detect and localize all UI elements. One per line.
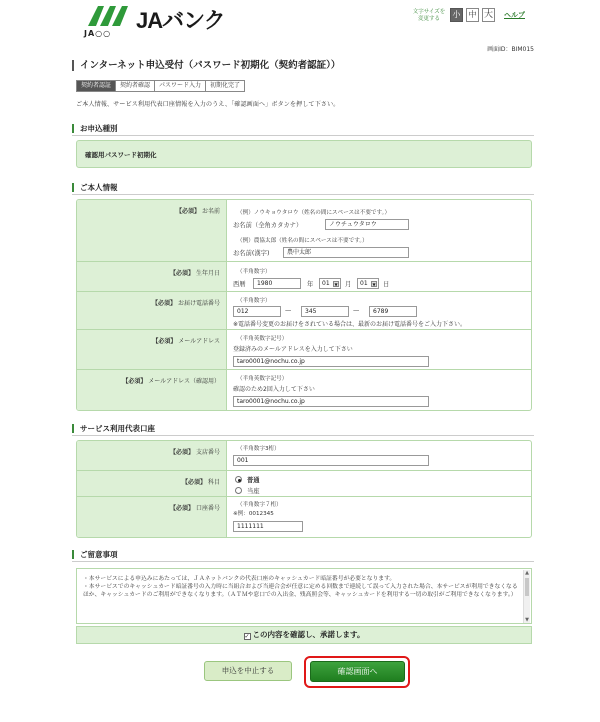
phone-part3-input[interactable]: 6789 [369,306,417,317]
intro-text: ご本人情報、サービス利用代表口座情報を入力のうえ、「確認画面へ」ボタンを押して下さい。 [76,101,340,108]
page-title: インターネット申込受付（パスワード初期化（契約者認証）） [72,60,340,71]
name-kana-input[interactable]: ノウチュウタロウ [325,219,409,230]
name-kanji-hint: （例）農協太郎（姓名の間にスペースは不要です。） [237,238,368,244]
name-kana-label: お名前（全角カタカナ） [233,222,303,229]
required-mark: 【必須】 [182,479,207,486]
name-kana-hint: （例）ノウキョウタロウ（姓名の間にスペースは不要です。） [237,210,391,216]
required-mark: 【必須】 [170,449,195,456]
name-kanji-label: お名前(漢字) [233,250,270,257]
email-desc: 登録済みのメールアドレスを入力して下さい [233,346,353,353]
birth-day-value: 01 [360,280,368,287]
chevron-down-icon: ▼ [372,282,376,287]
step-1: 契約者認証 [76,80,115,92]
page [70,0,534,722]
notes-box[interactable] [76,568,532,624]
required-mark: 【必須】 [176,208,201,215]
divider [72,135,534,136]
birth-label [77,262,227,291]
email-confirm-label [77,370,227,411]
account-number-label-text: 口座番号 [195,505,220,512]
email-confirm-desc: 確認のため2回入力して下さい [233,386,315,393]
account-heading: サービス利用代表口座 [72,424,155,433]
brand-name: JAバンク [136,8,225,33]
agree-checkbox[interactable]: ✓ [244,633,250,640]
font-size-label [410,9,448,23]
branch-input[interactable]: 001 [233,455,429,466]
subject-radio-futsu[interactable] [235,476,242,483]
birth-row [77,261,532,291]
help-link[interactable]: ヘルプ [504,11,525,19]
subject-label-text: 科目 [207,479,220,486]
phone-part1-input[interactable]: 012 [233,306,281,317]
font-size-label-line1: 文字サイズを [412,9,446,15]
required-mark: 【必須】 [152,300,177,307]
branch-label [77,441,227,470]
chevron-down-icon: ▼ [334,282,338,287]
month-unit: 月 [345,281,352,288]
application-type-value: 確認用パスワード初期化 [85,151,157,159]
notes-text [83,575,519,599]
brand-sub: JA○○ [84,29,112,38]
note-line-1: ・本サービスによる申込みにあたっては、ＪＡネットバンクの代表口座のキャッシュカード暗証番号が必要となります。 [83,576,396,582]
name-row [77,200,532,261]
step-3: パスワード入力 [154,80,205,92]
header [70,0,534,40]
account-number-input[interactable]: 1111111 [233,521,303,532]
divider [72,435,534,436]
phone-label [77,292,227,329]
phone-label-text: お届け電話番号 [177,300,220,307]
phone-row [77,291,532,329]
email-input[interactable]: taro0001@nochu.co.jp [233,356,429,367]
subject-opt1: 普通 [247,477,260,484]
agree-text[interactable]: この内容を確認し、承諾します。 [252,630,365,639]
email-confirm-label-text: メールアドレス（確認用） [148,378,220,385]
email-row [77,329,532,369]
phone-dash-2: — [353,307,360,314]
account-number-hint: （半角数字７桁） [237,502,282,508]
email-confirm-input[interactable]: taro0001@nochu.co.jp [233,396,429,407]
birth-month-value: 01 [322,280,330,287]
account-number-row [77,496,532,538]
branch-row [77,441,532,470]
branch-label-text: 支店番号 [195,449,220,456]
screen-id: 画面ID：BIM015 [487,46,534,53]
email-hint: （半角英数字記号） [237,336,288,342]
ja-logo-icon [84,4,130,28]
name-label-text: お名前 [201,208,220,215]
birth-year-input[interactable]: 1980 [253,278,301,289]
account-form [76,440,532,538]
year-unit: 年 [307,281,314,288]
birth-hint: （半角数字） [237,269,271,275]
birth-label-text: 生年月日 [195,270,220,277]
required-mark: 【必須】 [152,338,177,345]
email-label [77,330,227,369]
scroll-down-icon[interactable]: ▼ [525,617,529,623]
note-line-2: ・本サービスでのキャッシュカード暗証番号の入力時に当組合および当連合会が任意に定める回数まで連続して誤って入力された場合、本サービスが利用できなくなるほか、キャッシュカードのご利用ができなくなります。（ＡＴＭや窓口での入出金、残高照会等、キャッシュカードを利用する一切の取引がご利用できなくなります。） [83,584,518,598]
step-4: 初期化完了 [205,80,245,92]
font-size-label-line2: 変更する [417,16,440,22]
subject-label [77,471,227,496]
email-confirm-row [77,369,532,411]
ja-bank-logo[interactable] [84,4,234,38]
birth-era: 西暦 [233,281,246,288]
name-kanji-input[interactable]: 農中太郎 [283,247,409,258]
branch-hint: （半角数字3桁） [237,446,280,452]
step-indicator [76,80,245,92]
required-mark: 【必須】 [122,378,147,385]
divider [72,194,534,195]
phone-hint: （半角数字） [237,298,271,304]
font-large-button[interactable]: 大 [483,10,493,20]
email-label-text: メールアドレス [178,338,220,345]
account-number-label [77,497,227,538]
agree-bar [76,626,532,644]
day-unit: 日 [383,281,390,288]
divider [72,561,534,562]
account-number-example: ※例：0012345 [233,511,274,517]
subject-row [77,470,532,496]
birth-month-select[interactable] [319,278,341,289]
subject-opt2: 当座 [247,488,260,495]
application-type-box [76,140,532,168]
application-type-heading: お申込種別 [72,124,118,133]
font-medium-button[interactable]: 中 [466,8,479,22]
confirm-button[interactable]: 確認画面へ [310,661,405,682]
birth-day-select[interactable] [357,278,379,289]
personal-info-form [76,199,532,411]
scroll-thumb[interactable] [525,578,529,596]
phone-note: ※電話番号変更のお届けをされている場合は、最新のお届け電話番号をご入力下さい。 [233,321,467,328]
personal-info-heading: ご本人情報 [72,183,118,192]
required-mark: 【必須】 [170,270,195,277]
name-label [77,200,227,261]
phone-dash-1: — [285,307,292,314]
notes-scrollbar[interactable] [523,570,530,623]
subject-radio-toza[interactable] [235,487,242,494]
phone-part2-input[interactable]: 345 [301,306,349,317]
step-2: 契約者確認 [115,80,154,92]
notes-heading: ご留意事項 [72,550,118,559]
required-mark: 【必須】 [170,505,195,512]
cancel-button[interactable]: 申込を中止する [204,661,292,681]
email-confirm-hint: （半角英数字記号） [237,376,288,382]
scroll-up-icon[interactable]: ▲ [525,570,529,576]
font-small-button[interactable]: 小 [450,8,463,22]
